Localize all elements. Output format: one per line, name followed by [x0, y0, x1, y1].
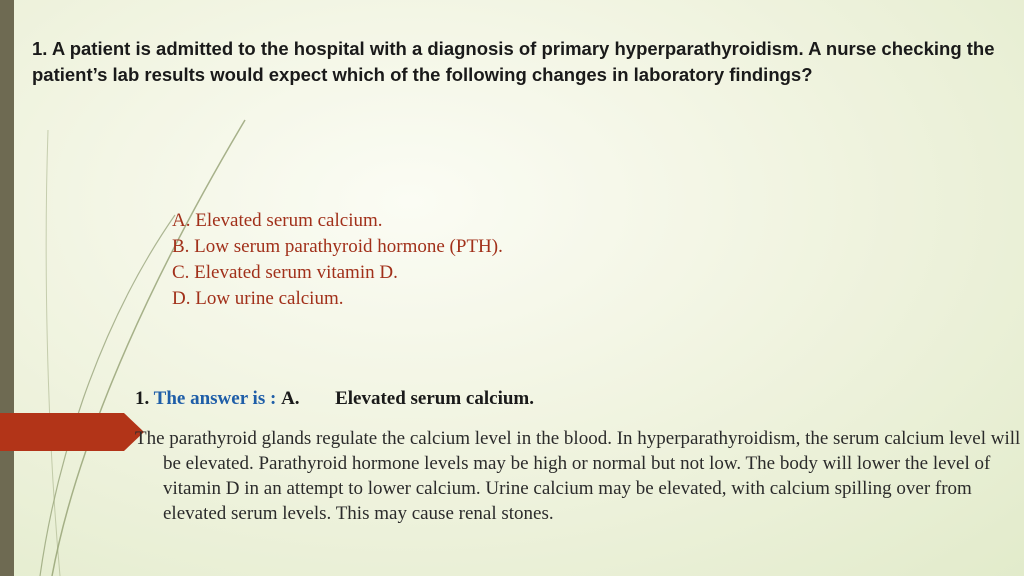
option-c: C. Elevated serum vitamin D. — [172, 262, 398, 283]
answer-number: 1. — [135, 388, 154, 409]
answer-letter: A. — [281, 388, 300, 409]
option-a: A. Elevated serum calcium. — [172, 210, 383, 231]
answer-options-list — [172, 208, 503, 312]
option-b: B. Low serum parathyroid hormone (PTH). — [172, 236, 503, 257]
slide-tab-marker — [0, 413, 124, 451]
answer-text: Elevated serum calcium. — [335, 388, 534, 409]
left-side-bar — [0, 0, 14, 576]
option-d: D. Low urine calcium. — [172, 288, 344, 309]
answer-line — [135, 386, 534, 412]
explanation-text: The parathyroid glands regulate the calcium level in the blood. In hyperparathyroidism, the serum calcium level will be elevated. Parathyroid hormone levels may be high or normal but not low. The body will lower the level of vitamin D in an attempt to lower calcium. Urine calcium may be elevated, with calcium spilling over from elevated serum levels. This may cause renal stones. — [135, 428, 1021, 524]
question-text: 1. A patient is admitted to the hospital with a diagnosis of primary hyperparathyroidism. A nurse checking the patient’s lab results would expect which of the following changes in laboratory findings? — [32, 38, 995, 85]
answer-label: The answer is : — [153, 388, 282, 409]
